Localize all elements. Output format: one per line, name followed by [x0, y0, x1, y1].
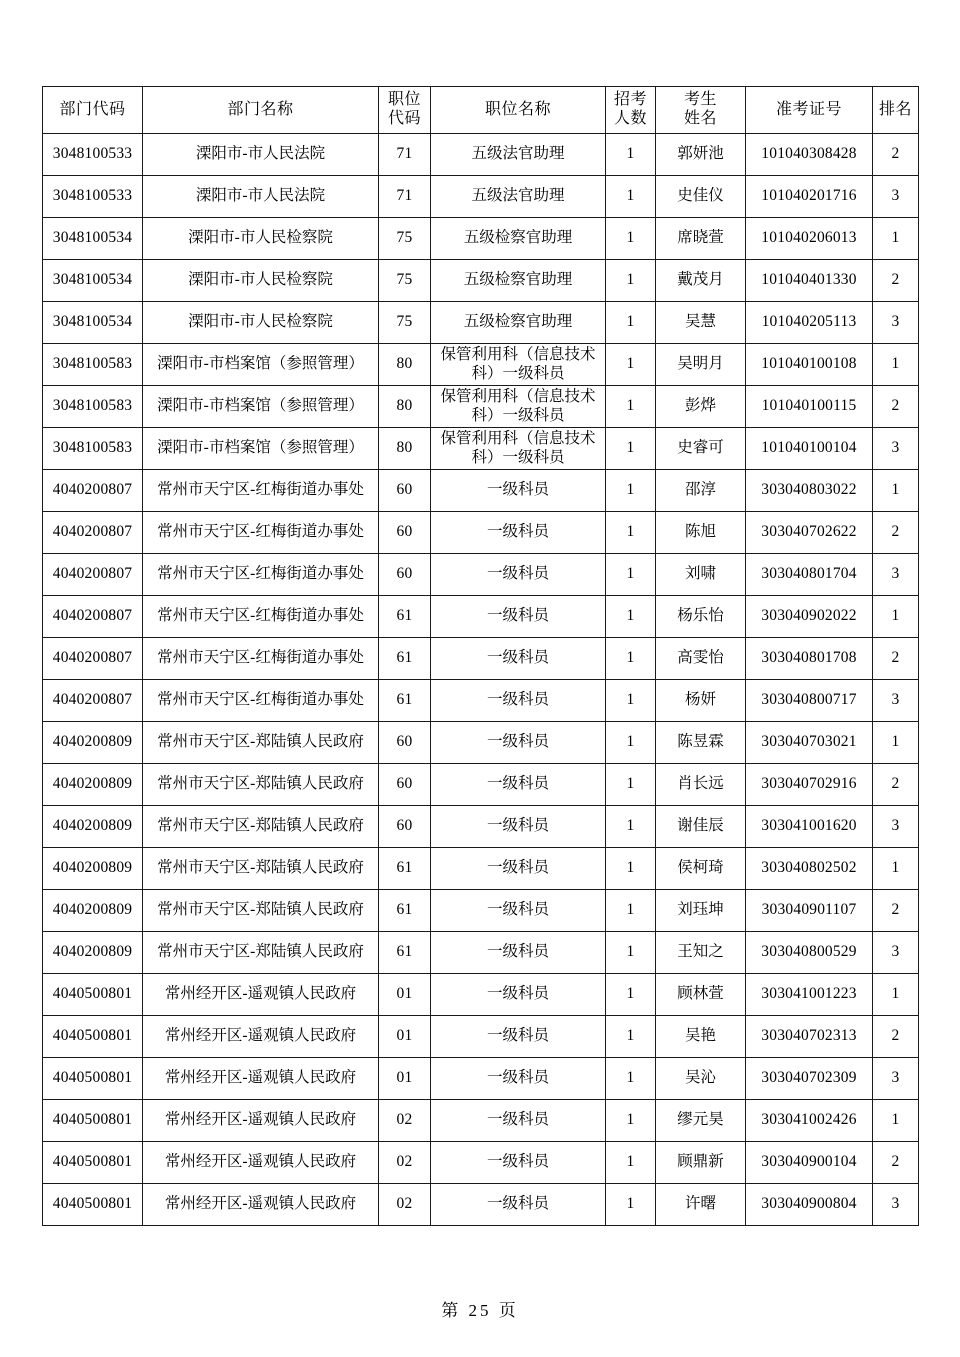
cell-exam_no: 303040703021 [746, 722, 873, 764]
cell-dept_name: 溧阳市-市人民检察院 [143, 302, 379, 344]
cell-pos_code: 02 [379, 1184, 431, 1226]
column-header-line: 准考证号 [775, 100, 842, 118]
cell-pos_name: 一级科员 [431, 1016, 606, 1058]
cell-cand_name: 陈昱霖 [656, 722, 746, 764]
cell-cand_name: 吴艳 [656, 1016, 746, 1058]
cell-pos_name: 一级科员 [431, 806, 606, 848]
cell-pos_code: 60 [379, 554, 431, 596]
cell-dept_code: 4040200807 [43, 638, 143, 680]
table-row [43, 344, 919, 386]
cell-pos_name: 一级科员 [431, 974, 606, 1016]
cell-pos_code: 01 [379, 974, 431, 1016]
column-header-line: 招考 [613, 91, 647, 109]
cell-exam_no: 303040803022 [746, 470, 873, 512]
table-row [43, 470, 919, 512]
cell-pos_name: 保管利用科（信息技术科）一级科员 [431, 386, 606, 428]
cell-cand_name: 陈旭 [656, 512, 746, 554]
cell-pos_code: 80 [379, 386, 431, 428]
table-row [43, 1142, 919, 1184]
cell-exam_no: 303041001620 [746, 806, 873, 848]
cell-dept_code: 4040200807 [43, 596, 143, 638]
cell-rank: 2 [873, 890, 919, 932]
cell-pos_name: 五级法官助理 [431, 176, 606, 218]
cell-pos_name: 五级检察官助理 [431, 260, 606, 302]
cell-rank: 3 [873, 176, 919, 218]
cell-cand_name: 吴慧 [656, 302, 746, 344]
cell-hire_num: 1 [606, 1100, 656, 1142]
cell-cand_name: 史佳仪 [656, 176, 746, 218]
cell-rank: 1 [873, 1100, 919, 1142]
cell-dept_name: 常州经开区-遥观镇人民政府 [143, 974, 379, 1016]
cell-dept_code: 3048100534 [43, 302, 143, 344]
cell-rank: 3 [873, 554, 919, 596]
cell-cand_name: 刘啸 [656, 554, 746, 596]
table-row [43, 302, 919, 344]
column-header-line: 排名 [878, 100, 912, 118]
cell-pos_code: 75 [379, 260, 431, 302]
cell-dept_code: 4040200809 [43, 890, 143, 932]
cell-dept_name: 溧阳市-市人民检察院 [143, 218, 379, 260]
table-body [43, 134, 919, 1226]
cell-rank: 1 [873, 218, 919, 260]
cell-hire_num: 1 [606, 134, 656, 176]
cell-dept_code: 3048100583 [43, 344, 143, 386]
cell-pos_code: 60 [379, 512, 431, 554]
cell-pos_code: 02 [379, 1100, 431, 1142]
cell-pos_code: 75 [379, 218, 431, 260]
cell-rank: 3 [873, 680, 919, 722]
cell-dept_name: 常州经开区-遥观镇人民政府 [143, 1016, 379, 1058]
rank-table [42, 86, 919, 1226]
column-header-line: 部门代码 [59, 100, 126, 118]
cell-dept_name: 溧阳市-市档案馆（参照管理） [143, 386, 379, 428]
cell-cand_name: 彭烨 [656, 386, 746, 428]
cell-pos_code: 75 [379, 302, 431, 344]
cell-hire_num: 1 [606, 890, 656, 932]
table-row [43, 848, 919, 890]
cell-pos_code: 71 [379, 134, 431, 176]
table-row [43, 1100, 919, 1142]
cell-cand_name: 郭妍池 [656, 134, 746, 176]
cell-hire_num: 1 [606, 302, 656, 344]
cell-cand_name: 杨乐怡 [656, 596, 746, 638]
cell-dept_name: 常州经开区-遥观镇人民政府 [143, 1100, 379, 1142]
cell-rank: 3 [873, 806, 919, 848]
cell-rank: 3 [873, 428, 919, 470]
table-row [43, 386, 919, 428]
cell-dept_name: 常州市天宁区-红梅街道办事处 [143, 554, 379, 596]
page-footer: 第 25 页 [441, 1301, 519, 1320]
cell-cand_name: 戴茂月 [656, 260, 746, 302]
table-row [43, 512, 919, 554]
cell-rank: 2 [873, 386, 919, 428]
table-row [43, 176, 919, 218]
cell-dept_name: 常州市天宁区-红梅街道办事处 [143, 596, 379, 638]
cell-pos_code: 01 [379, 1016, 431, 1058]
cell-hire_num: 1 [606, 218, 656, 260]
cell-hire_num: 1 [606, 932, 656, 974]
cell-exam_no: 101040308428 [746, 134, 873, 176]
cell-exam_no: 303041001223 [746, 974, 873, 1016]
cell-rank: 1 [873, 596, 919, 638]
cell-exam_no: 303040901107 [746, 890, 873, 932]
cell-hire_num: 1 [606, 1016, 656, 1058]
cell-pos_name: 一级科员 [431, 470, 606, 512]
cell-pos_name: 一级科员 [431, 1184, 606, 1226]
table-row [43, 260, 919, 302]
cell-pos_code: 71 [379, 176, 431, 218]
cell-dept_name: 常州市天宁区-郑陆镇人民政府 [143, 764, 379, 806]
cell-dept_name: 常州市天宁区-郑陆镇人民政府 [143, 806, 379, 848]
cell-cand_name: 吴沁 [656, 1058, 746, 1100]
cell-pos_code: 60 [379, 722, 431, 764]
cell-pos_code: 01 [379, 1058, 431, 1100]
cell-dept_code: 4040200807 [43, 470, 143, 512]
cell-dept_name: 常州市天宁区-郑陆镇人民政府 [143, 848, 379, 890]
table-row [43, 596, 919, 638]
cell-pos_code: 60 [379, 806, 431, 848]
cell-dept_name: 溧阳市-市人民法院 [143, 134, 379, 176]
cell-exam_no: 101040401330 [746, 260, 873, 302]
cell-rank: 1 [873, 470, 919, 512]
cell-exam_no: 303040802502 [746, 848, 873, 890]
table-row [43, 1016, 919, 1058]
table-row [43, 638, 919, 680]
cell-dept_code: 4040500801 [43, 1184, 143, 1226]
cell-rank: 2 [873, 512, 919, 554]
cell-hire_num: 1 [606, 176, 656, 218]
table-row [43, 722, 919, 764]
column-header-line: 考生 [683, 91, 717, 109]
cell-dept_code: 3048100533 [43, 176, 143, 218]
cell-rank: 2 [873, 134, 919, 176]
table-row [43, 890, 919, 932]
cell-dept_name: 溧阳市-市人民法院 [143, 176, 379, 218]
column-header-line: 人数 [613, 110, 647, 127]
cell-dept_code: 4040200807 [43, 512, 143, 554]
cell-pos_name: 一级科员 [431, 848, 606, 890]
cell-cand_name: 刘珏坤 [656, 890, 746, 932]
cell-exam_no: 303040900104 [746, 1142, 873, 1184]
cell-dept_code: 4040200809 [43, 932, 143, 974]
cell-hire_num: 1 [606, 680, 656, 722]
cell-pos_name: 保管利用科（信息技术科）一级科员 [431, 428, 606, 470]
cell-cand_name: 高雯怡 [656, 638, 746, 680]
cell-dept_code: 4040500801 [43, 1016, 143, 1058]
cell-pos_code: 61 [379, 596, 431, 638]
cell-pos_code: 80 [379, 344, 431, 386]
cell-exam_no: 101040100108 [746, 344, 873, 386]
column-header-line: 代码 [387, 110, 421, 127]
table-header [43, 87, 919, 134]
cell-dept_name: 常州市天宁区-红梅街道办事处 [143, 680, 379, 722]
column-header-line: 姓名 [683, 110, 717, 127]
cell-hire_num: 1 [606, 1142, 656, 1184]
table-row [43, 1184, 919, 1226]
cell-dept_name: 常州经开区-遥观镇人民政府 [143, 1058, 379, 1100]
cell-exam_no: 303040801708 [746, 638, 873, 680]
cell-exam_no: 303040702313 [746, 1016, 873, 1058]
cell-pos_name: 一级科员 [431, 722, 606, 764]
rank-table-container [42, 86, 918, 1226]
column-header-dept_code [43, 87, 143, 134]
cell-pos_name: 五级检察官助理 [431, 218, 606, 260]
cell-dept_name: 常州经开区-遥观镇人民政府 [143, 1142, 379, 1184]
cell-pos_name: 五级检察官助理 [431, 302, 606, 344]
cell-exam_no: 303040801704 [746, 554, 873, 596]
cell-pos_code: 61 [379, 680, 431, 722]
cell-dept_code: 4040500801 [43, 1142, 143, 1184]
table-row [43, 974, 919, 1016]
cell-rank: 2 [873, 1016, 919, 1058]
cell-hire_num: 1 [606, 596, 656, 638]
cell-pos_name: 一级科员 [431, 764, 606, 806]
cell-cand_name: 邵淳 [656, 470, 746, 512]
cell-dept_name: 常州市天宁区-郑陆镇人民政府 [143, 890, 379, 932]
cell-rank: 2 [873, 764, 919, 806]
cell-dept_code: 4040200807 [43, 554, 143, 596]
cell-exam_no: 303040900804 [746, 1184, 873, 1226]
cell-exam_no: 303040902022 [746, 596, 873, 638]
table-row [43, 764, 919, 806]
cell-exam_no: 303040702309 [746, 1058, 873, 1100]
cell-hire_num: 1 [606, 806, 656, 848]
column-header-dept_name [143, 87, 379, 134]
cell-cand_name: 肖长远 [656, 764, 746, 806]
cell-rank: 3 [873, 1058, 919, 1100]
cell-dept_code: 4040500801 [43, 1058, 143, 1100]
cell-pos_code: 80 [379, 428, 431, 470]
cell-pos_name: 一级科员 [431, 890, 606, 932]
cell-pos_code: 60 [379, 470, 431, 512]
cell-dept_name: 溧阳市-市人民检察院 [143, 260, 379, 302]
cell-dept_code: 4040200809 [43, 722, 143, 764]
cell-hire_num: 1 [606, 638, 656, 680]
cell-exam_no: 303041002426 [746, 1100, 873, 1142]
column-header-hire_num [606, 87, 656, 134]
cell-pos_name: 一级科员 [431, 638, 606, 680]
cell-cand_name: 谢佳辰 [656, 806, 746, 848]
cell-dept_name: 常州市天宁区-红梅街道办事处 [143, 470, 379, 512]
table-row [43, 680, 919, 722]
cell-pos_code: 61 [379, 932, 431, 974]
table-header-row [43, 87, 919, 134]
cell-pos_name: 五级法官助理 [431, 134, 606, 176]
cell-pos_name: 一级科员 [431, 512, 606, 554]
cell-hire_num: 1 [606, 512, 656, 554]
cell-dept_code: 4040200809 [43, 848, 143, 890]
cell-dept_name: 溧阳市-市档案馆（参照管理） [143, 344, 379, 386]
table-row [43, 806, 919, 848]
cell-dept_name: 常州市天宁区-郑陆镇人民政府 [143, 932, 379, 974]
cell-rank: 1 [873, 344, 919, 386]
column-header-pos_code [379, 87, 431, 134]
column-header-line: 职位 [387, 91, 421, 109]
column-header-line: 职位名称 [484, 100, 551, 118]
column-header-exam_no [746, 87, 873, 134]
cell-pos_name: 保管利用科（信息技术科）一级科员 [431, 344, 606, 386]
cell-pos_code: 61 [379, 848, 431, 890]
cell-hire_num: 1 [606, 848, 656, 890]
cell-pos_code: 61 [379, 890, 431, 932]
cell-dept_code: 3048100534 [43, 218, 143, 260]
column-header-line: 部门名称 [227, 100, 294, 118]
table-row [43, 134, 919, 176]
table-row [43, 932, 919, 974]
cell-hire_num: 1 [606, 428, 656, 470]
table-row [43, 1058, 919, 1100]
cell-exam_no: 101040201716 [746, 176, 873, 218]
cell-exam_no: 303040702916 [746, 764, 873, 806]
table-row [43, 554, 919, 596]
cell-cand_name: 顾林萱 [656, 974, 746, 1016]
cell-hire_num: 1 [606, 1058, 656, 1100]
cell-pos_name: 一级科员 [431, 554, 606, 596]
cell-hire_num: 1 [606, 554, 656, 596]
column-header-pos_name [431, 87, 606, 134]
cell-exam_no: 101040206013 [746, 218, 873, 260]
cell-cand_name: 王知之 [656, 932, 746, 974]
cell-rank: 2 [873, 638, 919, 680]
cell-exam_no: 101040100104 [746, 428, 873, 470]
cell-exam_no: 101040205113 [746, 302, 873, 344]
cell-hire_num: 1 [606, 722, 656, 764]
cell-exam_no: 303040800529 [746, 932, 873, 974]
cell-cand_name: 杨妍 [656, 680, 746, 722]
table-row [43, 218, 919, 260]
cell-dept_code: 3048100534 [43, 260, 143, 302]
cell-dept_code: 3048100533 [43, 134, 143, 176]
cell-pos_code: 02 [379, 1142, 431, 1184]
cell-dept_code: 4040200809 [43, 764, 143, 806]
cell-cand_name: 吴明月 [656, 344, 746, 386]
cell-pos_name: 一级科员 [431, 596, 606, 638]
cell-rank: 1 [873, 974, 919, 1016]
table-row [43, 428, 919, 470]
cell-hire_num: 1 [606, 974, 656, 1016]
cell-rank: 2 [873, 1142, 919, 1184]
cell-cand_name: 顾鼎新 [656, 1142, 746, 1184]
cell-dept_name: 常州市天宁区-郑陆镇人民政府 [143, 722, 379, 764]
cell-dept_code: 4040500801 [43, 1100, 143, 1142]
cell-exam_no: 101040100115 [746, 386, 873, 428]
cell-rank: 3 [873, 302, 919, 344]
cell-dept_code: 4040500801 [43, 974, 143, 1016]
cell-dept_name: 常州市天宁区-红梅街道办事处 [143, 638, 379, 680]
cell-cand_name: 史睿可 [656, 428, 746, 470]
cell-hire_num: 1 [606, 386, 656, 428]
cell-dept_code: 4040200807 [43, 680, 143, 722]
cell-pos_name: 一级科员 [431, 932, 606, 974]
cell-dept_code: 4040200809 [43, 806, 143, 848]
cell-exam_no: 303040800717 [746, 680, 873, 722]
cell-pos_code: 60 [379, 764, 431, 806]
cell-rank: 3 [873, 1184, 919, 1226]
cell-dept_name: 常州经开区-遥观镇人民政府 [143, 1184, 379, 1226]
cell-dept_code: 3048100583 [43, 428, 143, 470]
cell-pos_name: 一级科员 [431, 1058, 606, 1100]
cell-pos_code: 61 [379, 638, 431, 680]
cell-rank: 3 [873, 932, 919, 974]
cell-cand_name: 席晓萱 [656, 218, 746, 260]
column-header-cand_name [656, 87, 746, 134]
cell-dept_name: 溧阳市-市档案馆（参照管理） [143, 428, 379, 470]
cell-hire_num: 1 [606, 260, 656, 302]
cell-rank: 1 [873, 848, 919, 890]
column-header-rank [873, 87, 919, 134]
cell-pos_name: 一级科员 [431, 680, 606, 722]
cell-hire_num: 1 [606, 1184, 656, 1226]
cell-pos_name: 一级科员 [431, 1100, 606, 1142]
cell-hire_num: 1 [606, 470, 656, 512]
cell-pos_name: 一级科员 [431, 1142, 606, 1184]
cell-cand_name: 许曙 [656, 1184, 746, 1226]
cell-rank: 1 [873, 722, 919, 764]
cell-hire_num: 1 [606, 764, 656, 806]
cell-cand_name: 缪元昊 [656, 1100, 746, 1142]
cell-hire_num: 1 [606, 344, 656, 386]
cell-dept_code: 3048100583 [43, 386, 143, 428]
cell-dept_name: 常州市天宁区-红梅街道办事处 [143, 512, 379, 554]
cell-exam_no: 303040702622 [746, 512, 873, 554]
cell-rank: 2 [873, 260, 919, 302]
cell-cand_name: 侯柯琦 [656, 848, 746, 890]
